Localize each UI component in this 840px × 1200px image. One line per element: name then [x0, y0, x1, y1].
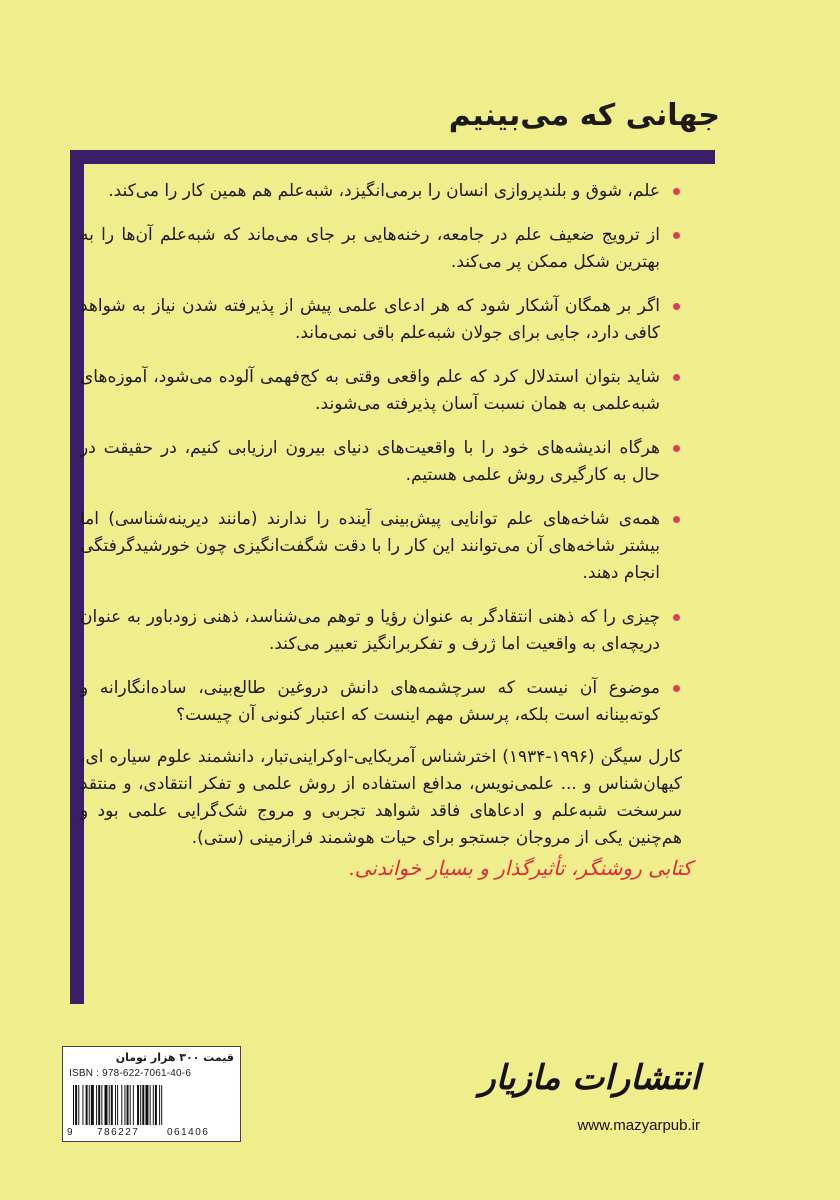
blurb-bullet	[80, 435, 682, 489]
blurb-bullet	[80, 293, 682, 347]
blurb-bullet	[80, 178, 682, 205]
isbn-label: ISBN : 978-622-7061-40-6	[69, 1068, 192, 1079]
barcode-digit-first: 9	[67, 1127, 73, 1138]
barcode-icon	[73, 1085, 231, 1125]
bullet-text: موضوع آن نیست که سرچشمه‌های دانش دروغین طالع‌بینی، ساده‌انگارانه و کوته‌بینانه است بلکه، پرسش مهم اینست که اعتبار کنونی آن چیست؟	[80, 678, 660, 725]
bullet-dot-icon	[673, 516, 680, 523]
blurb-bullet	[80, 675, 682, 729]
blurb-bullet	[80, 604, 682, 658]
bullet-text: اگر بر همگان آشکار شود که هر ادعای علمی پیش از پذیرفته شدن نیاز به شواهد کافی دارد، جایی برای جولان شبه‌علم باقی نمی‌ماند.	[80, 296, 660, 343]
barcode-digits-right: 061406	[167, 1127, 210, 1138]
barcode-panel	[62, 1046, 241, 1142]
bullet-text: علم، شوق و بلندپروازی انسان را برمی‌انگیزد، شبه‌علم هم همین کار را می‌کند.	[108, 181, 660, 201]
bullet-dot-icon	[673, 614, 680, 621]
blurb-bullet	[80, 506, 682, 587]
author-bio: کارل سیگن (۱۹۹۶-۱۹۳۴) اخترشناس آمریکایی-اوکراینی‌تبار، دانشمند علوم سیاره ای، کیهان‌شناس و ... علمی‌نویس، مدافع استفاده از روش علمی و تفکر انتقادی، و منتقد سرسخت شبه‌علم و ادعاهای فاقد شواهد تجربی و مروج شک‌گرایی علمی بود و هم‌چنین یکی از مروجان جستجو برای حیات هوشمند فرازمینی (ستی).	[80, 747, 682, 848]
bullet-dot-icon	[673, 303, 680, 310]
publisher-website[interactable]: www.mazyarpub.ir	[577, 1117, 700, 1134]
bullet-dot-icon	[673, 445, 680, 452]
bullet-text: همه‌ی شاخه‌های علم توانایی پیش‌بینی آینده را ندارند (مانند دیرینه‌شناسی) اما بیشتر شاخه‌های آن می‌توانند این کار را با دقت شگفت‌انگیزی چون خورشیدگرفتگی انجام دهند.	[80, 509, 660, 583]
bullet-text: شاید بتوان استدلال کرد که علم واقعی وقتی به کج‌فهمی آلوده می‌شود، آموزه‌های شبه‌علمی به همان نسبت آسان پذیرفته می‌شوند.	[80, 367, 660, 414]
blurb-bullet	[80, 364, 682, 418]
barcode-digits-left: 786227	[97, 1127, 140, 1138]
bullet-text: از ترویج ضعیف علم در جامعه، رخنه‌هایی بر جای می‌ماند که شبه‌علم آن‌ها را به بهترین شکل ممکن پر می‌کند.	[80, 225, 660, 272]
publisher-logo: انتشارات مازیار	[479, 1058, 700, 1098]
price-label: قیمت ۳۰۰ هزار تومان	[115, 1051, 234, 1064]
bullet-text: هرگاه اندیشه‌های خود را با واقعیت‌های دنیای بیرون ارزیابی کنیم، در حقیقت در حال به کارگیری روش علمی هستیم.	[80, 438, 660, 485]
bullet-dot-icon	[673, 374, 680, 381]
bullet-dot-icon	[673, 685, 680, 692]
bullet-text: چیزی را که ذهنی انتقادگر به عنوان رؤیا و توهم می‌شناسد، ذهنی زودباور به عنوان دریچه‌ای به واقعیت اما ژرف و تفکربرانگیز تعبیر می‌کند.	[80, 607, 660, 654]
bullet-dot-icon	[673, 232, 680, 239]
blurb-bullet-list	[80, 178, 682, 746]
bullet-dot-icon	[673, 188, 680, 195]
blurb-bullet	[80, 222, 682, 276]
frame-top-border	[70, 150, 715, 164]
book-title: جهانی که می‌بینیم	[448, 98, 720, 133]
tagline: کتابی روشنگر، تأثیرگذار و بسیار خواندنی.	[348, 856, 692, 880]
